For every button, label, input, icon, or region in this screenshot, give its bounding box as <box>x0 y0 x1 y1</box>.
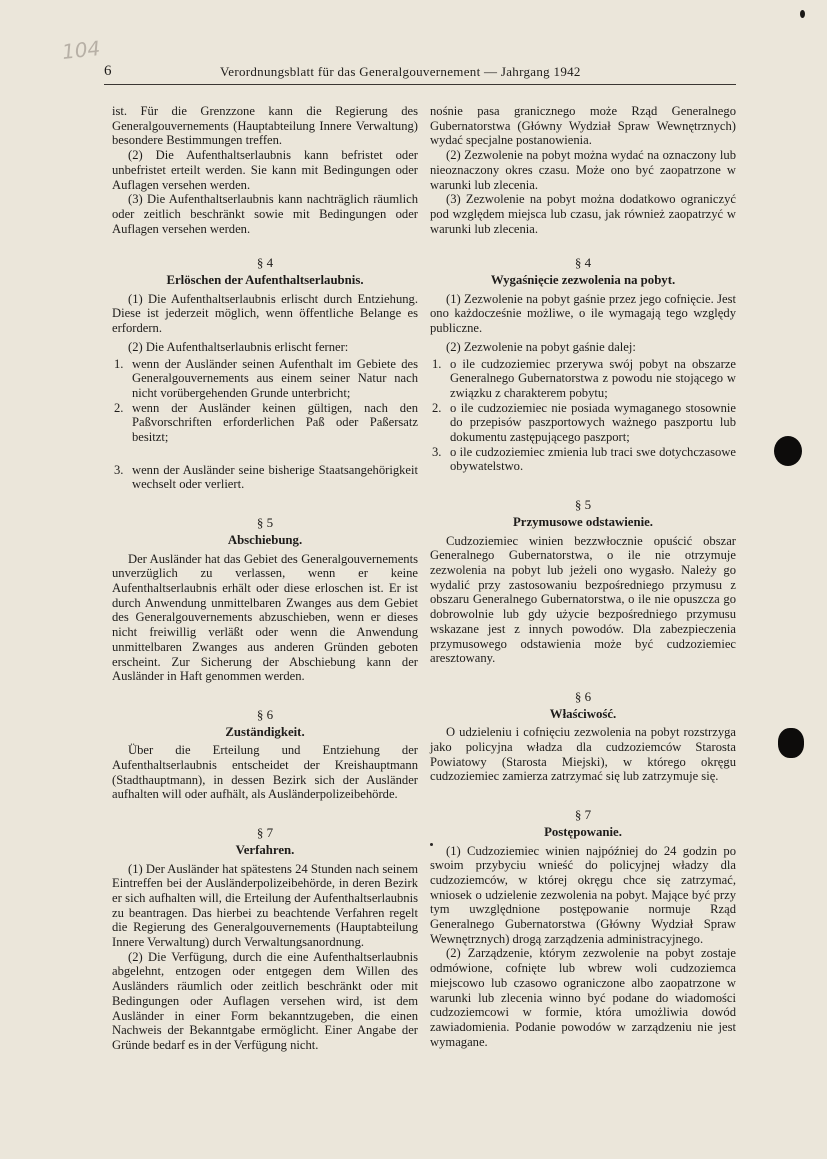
paragraph: ist. Für die Grenzzone kann die Regierung des Generalgouvernements (Hauptabteilung Innere Verwaltung) besondere Bestimmungen treffen. <box>112 104 418 148</box>
german-column <box>112 104 418 1053</box>
section-title: Verfahren. <box>235 842 295 857</box>
section-number: § 4 <box>574 255 592 271</box>
section-number: § 6 <box>256 706 274 722</box>
paragraph: (3) Zezwolenie na pobyt można dodatkowo ograniczyć pod względem miejsca lub czasu, jak również zaopatrzyć w warunki lub zlecenia. <box>430 192 736 236</box>
list-item: 2. wenn der Ausländer keinen gültigen, nach den Paßvorschriften erforderlichen Paß oder Paßersatz besitzt; <box>114 400 418 445</box>
list-item: 3. o ile cudzoziemiec zmienia lub traci swe dotychczasowe obywatelstwo. <box>432 444 736 474</box>
paragraph: O udzieleniu i cofnięciu zezwolenia na pobyt rozstrzyga jako policyjna władza dla cudzoziemców Starosta Powiatowy (Starosta Miejski), w którego okręgu cudzoziemiec zamierza zatrzymać się lub zatrzymuje się. <box>430 725 736 784</box>
list-item: 1. wenn der Ausländer seinen Aufenthalt im Gebiete des Generalgouvernements aus einem seiner Natur nach nicht vorübergehenden Grunde unterbricht; <box>114 356 418 400</box>
list-item: 3. wenn der Ausländer seine bisherige Staatsangehörigkeit wechselt oder verliert. <box>114 462 418 492</box>
paragraph: (2) Zarządzenie, którym zezwolenie na pobyt zostaje odmówione, cofnięte lub wbrew woli cudzoziemca miejscowo lub czasowo ograniczone albo zaopatrzone w warunki lub zlecenia winno być podane do wiadomości cudzoziemcowi w formie, która umożliwia dowód zawiadomienia. Podanie powodów w zarządzeniu nie jest wymagane. <box>430 946 736 1049</box>
section-number: § 5 <box>256 515 274 531</box>
paragraph: Über die Erteilung und Entziehung der Aufenthaltserlaubnis entscheidet der Kreishauptmann (Stadthauptmann), in dessen Bezirk sich der Ausländer aufhalten will oder aufhält, als Ausländerpolizeibehörde. <box>112 743 418 802</box>
paragraph: Der Ausländer hat das Gebiet des Generalgouvernements unverzüglich zu verlassen, wenn er keine Aufenthaltserlaubnis erhält oder diese erloschen ist. Er ist durch Anwendung unmittelbaren Zwanges aus dem Gebiet des Generalgouvernements abzuschieben, wenn er dieses nicht freiwillig verläßt oder wenn die Anwendung unmittelbaren Zwanges aus anderen Gründen geboten erscheint. Zur Sicherung der Abschiebung kann der Ausländer in Haft genommen werden. <box>112 551 418 684</box>
section-number: § 7 <box>574 807 592 823</box>
punch-hole <box>774 436 802 466</box>
running-title: Verordnungsblatt für das Generalgouvernement — Jahrgang 1942 <box>220 64 581 79</box>
paragraph: (2) Die Aufenthaltserlaubnis erlischt ferner: <box>128 339 349 354</box>
section-title: Postępowanie. <box>544 824 622 839</box>
section-number: § 6 <box>574 688 592 704</box>
section-number: § 5 <box>574 497 592 513</box>
pencil-margin-note: 104 <box>60 36 102 64</box>
header-rule <box>104 84 736 85</box>
paragraph: (1) Zezwolenie na pobyt gaśnie przez jego cofnięcie. Jest ono każdocześnie możliwe, o ile wymagają tego względy publiczne. <box>430 291 736 336</box>
paragraph: (3) Die Aufenthaltserlaubnis kann nachträglich räumlich oder zeitlich beschränkt sowie mit Bedingungen oder Auflagen versehen werden. <box>112 192 418 236</box>
list-item: 2. o ile cudzoziemiec nie posiada wymaganego stosownie do przepisów paszportowych ważnego paszportu lub dokumentu zastępującego paszport; <box>432 400 736 445</box>
section-title: Erlöschen der Aufenthaltserlaubnis. <box>166 273 364 288</box>
ink-spot <box>800 10 805 18</box>
condition-list <box>430 357 736 475</box>
section-title: Abschiebung. <box>227 532 303 547</box>
section-number: § 4 <box>256 255 274 271</box>
polish-column <box>430 104 736 1049</box>
section-title: Wygaśnięcie zezwolenia na pobyt. <box>490 273 676 288</box>
paragraph: (2) Die Verfügung, durch die eine Aufenthaltserlaubnis abgelehnt, entzogen oder entgegen dem Willen des Ausländers räumlich oder zeitlich beschränkt oder mit Bedingungen oder Auflagen versehen wird, ist dem Ausländer in einer Form bekanntzugeben, die einen Nachweis der Bekanntgabe ermöglicht. Einer Angabe der Gründe bedarf es in der Verfügung nicht. <box>112 949 418 1052</box>
section-title: Właściwość. <box>549 706 617 721</box>
paragraph: (1) Der Ausländer hat spätestens 24 Stunden nach seinem Eintreffen bei der Ausländerpolizeibehörde, in deren Bezirk er sich aufhalten will, die Erteilung der Aufenthaltserlaubnis zu beantragen. Das hierbei zu beachtende Verfahren regelt die Regierung des Generalgouvernements (Hauptabteilung Innere Verwaltung) durch Verwaltungsanordnung. <box>112 861 418 950</box>
paragraph: (2) Zezwolenie na pobyt gaśnie dalej: <box>446 339 636 354</box>
section-title: Przymusowe odstawienie. <box>512 514 654 529</box>
condition-list <box>112 357 418 493</box>
ink-speck <box>430 843 433 846</box>
page-number: 6 <box>104 63 112 79</box>
paragraph: (2) Zezwolenie na pobyt można wydać na oznaczony lub nieoznaczony okres czasu. Może ono być zaopatrzone w warunki lub zlecenia. <box>430 148 736 192</box>
paragraph: (2) Die Aufenthaltserlaubnis kann befristet oder unbefristet erteilt werden. Sie kann mit Bedingungen oder Auflagen versehen werden. <box>112 148 418 192</box>
section-title: Zuständigkeit. <box>225 724 305 739</box>
list-item: 1. o ile cudzoziemiec przerywa swój pobyt na obszarze Generalnego Gubernatorstwa z powodu nie stojącego w związku z charakterem pobytu; <box>432 356 736 400</box>
paragraph: nośnie pasa granicznego może Rząd Generalnego Gubernatorstwa (Główny Wydział Spraw Wewnętrznych) wydać specjalne postanowienia. <box>430 104 736 148</box>
punch-hole <box>778 728 804 758</box>
section-number: § 7 <box>256 825 274 841</box>
paragraph: (1) Cudzoziemiec winien najpóźniej do 24 godzin po swoim przybyciu wnieść do policyjnej władzy dla cudzoziemców, w której okręgu chce się zatrzymać, wniosek o udzielenie zezwolenia na pobyt. Mające być przy tym uwzględnione postępowanie normuje Rząd Generalnego Gubernatorstwa (Główny Wydział Spraw Wewnętrznych) drogą zarządzenia administracyjnego. <box>430 843 736 946</box>
page-header <box>104 63 736 83</box>
paragraph: (1) Die Aufenthaltserlaubnis erlischt durch Entziehung. Diese ist jederzeit möglich, wenn öffentliche Belange es erfordern. <box>112 291 418 336</box>
paragraph: Cudzoziemiec winien bezzwłocznie opuścić obszar Generalnego Gubernatorstwa, o ile nie otrzymuje zezwolenia na pobyt lub jeżeli ono wygasło. Należy go wydalić przy zastosowaniu bezpośredniego przymusu z obszaru Generalnego Gubernatorstwa, o ile nie opuszcza go dobrowolnie lub gdy użycie bezpośredniego przymusu wskazane jest z innych powodów. Dla zabezpieczenia przymusowego odstawienia może być cudzoziemiec aresztowany. <box>430 533 736 666</box>
